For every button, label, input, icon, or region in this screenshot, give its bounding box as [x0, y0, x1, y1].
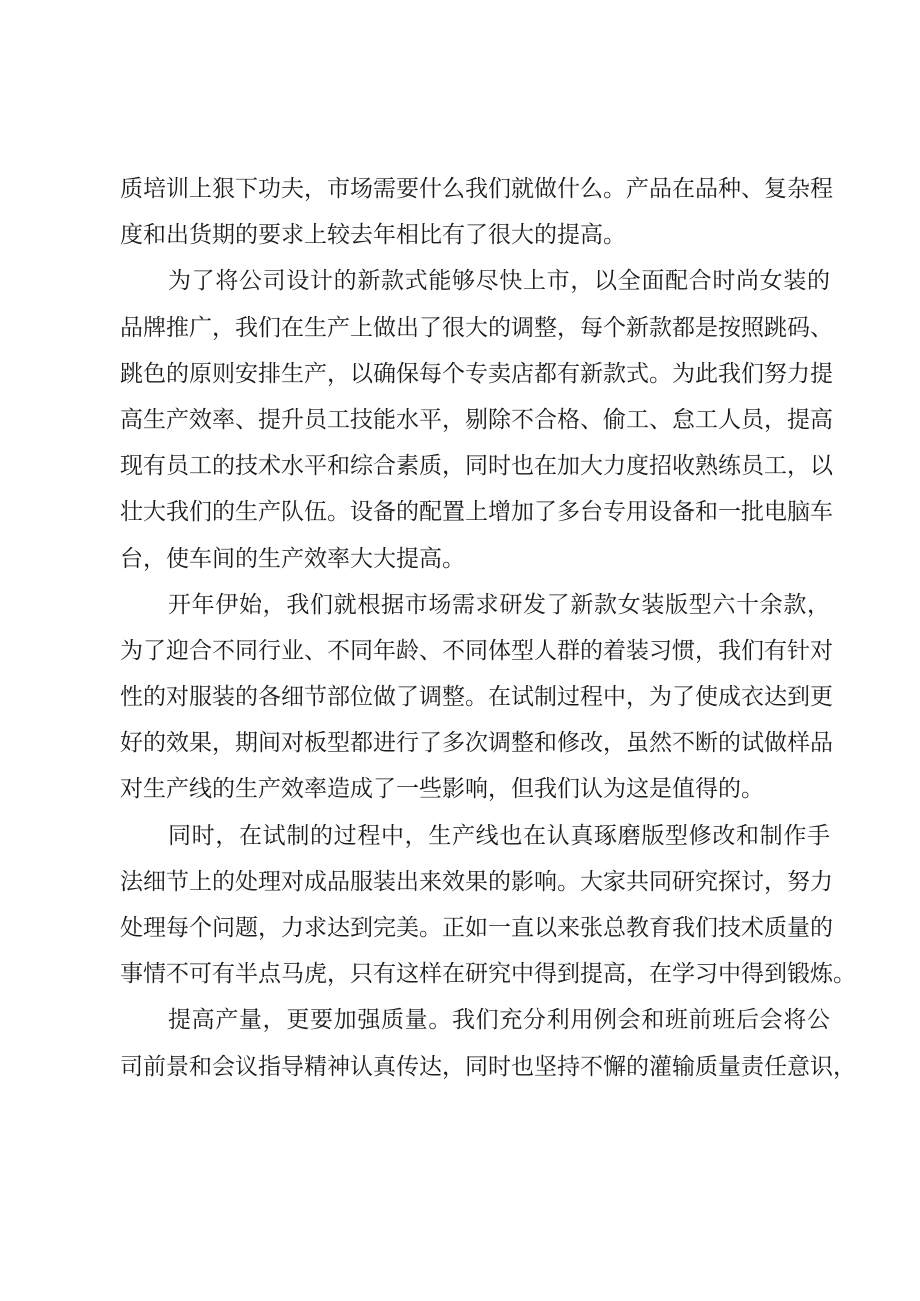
text-line: 对生产线的生产效率造成了一些影响，但我们认为这是值得的。: [120, 776, 764, 803]
paragraph: [120, 997, 856, 1089]
text-line: 为了迎合不同行业、不同年龄、不同体型人群的着装习惯，我们有针对: [120, 637, 833, 664]
paragraph: [120, 813, 856, 998]
text-line: 开年伊始，我们就根据市场需求研发了新款女装版型六十余款，: [168, 591, 830, 618]
text-line: 司前景和会议指导精神认真传达，同时也坚持不懈的灌输质量责任意识，: [120, 1053, 856, 1080]
text-line: 事情不可有半点马虎，只有这样在研究中得到提高，在学习中得到锻炼。: [120, 961, 856, 988]
text-line: 处理每个问题，力求达到完美。正如一直以来张总教育我们技术质量的: [120, 915, 833, 941]
text-line: 法细节上的处理对成品服装出来效果的影响。大家共同研究探讨，努力: [120, 868, 833, 895]
paragraph: [120, 582, 833, 813]
text-line: 现有员工的技术水平和综合素质，同时也在加大力度招收熟练员工，以: [120, 453, 833, 480]
text-line: 提高产量，更要加强质量。我们充分利用例会和班前班后会将公: [168, 1007, 830, 1034]
document-body: [120, 166, 856, 1090]
text-line: 台，使车间的生产效率大大提高。: [120, 545, 465, 572]
text-line: 壮大我们的生产队伍。设备的配置上增加了多台专用设备和一批电脑车: [120, 499, 833, 526]
paragraph: [120, 258, 833, 581]
paragraph: [120, 166, 833, 258]
text-line: 度和出货期的要求上较去年相比有了很大的提高。: [120, 222, 626, 249]
text-line: 为了将公司设计的新款式能够尽快上市，以全面配合时尚女装的: [168, 268, 830, 295]
text-line: 同时，在试制的过程中，生产线也在认真琢磨版型修改和制作手: [168, 822, 830, 849]
text-line: 性的对服装的各细节部位做了调整。在试制过程中，为了使成衣达到更: [120, 684, 833, 711]
text-line: 跳色的原则安排生产，以确保每个专卖店都有新款式。为此我们努力提: [120, 360, 833, 387]
text-line: 品牌推广，我们在生产上做出了很大的调整，每个新款都是按照跳码、: [120, 314, 833, 341]
text-line: 质培训上狠下功夫，市场需要什么我们就做什么。产品在品种、复杂程: [120, 176, 833, 202]
text-line: 好的效果，期间对板型都进行了多次调整和修改，虽然不断的试做样品: [120, 730, 833, 757]
text-line: 高生产效率、提升员工技能水平，剔除不合格、偷工、怠工人员，提高: [120, 406, 833, 433]
